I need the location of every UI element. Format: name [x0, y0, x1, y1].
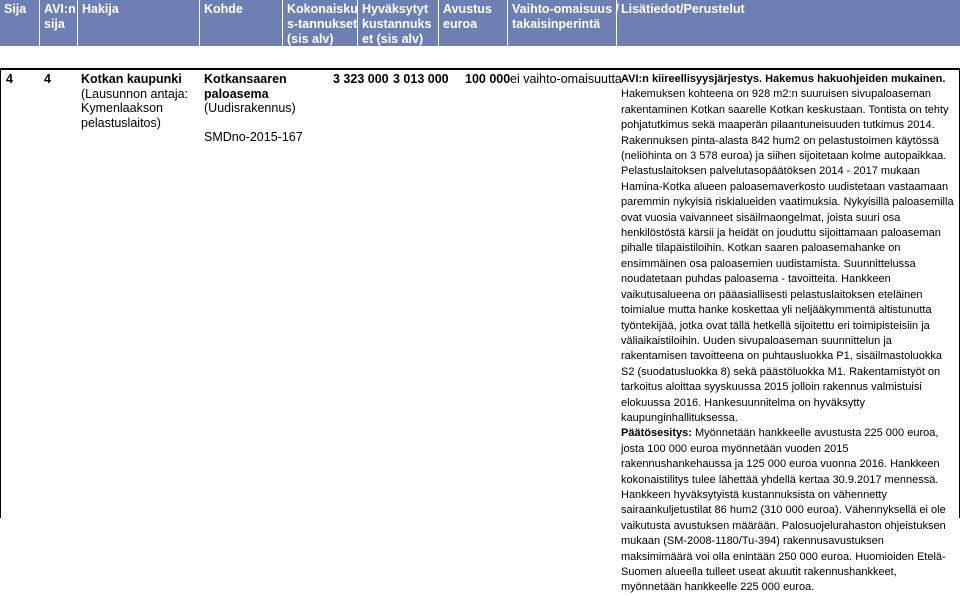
- header-kohde: [200, 0, 283, 46]
- row-left-border: [0, 68, 1, 518]
- table-header: [0, 0, 960, 46]
- hakija-name: Kotkan kaupunki: [81, 72, 182, 86]
- kohde-name-line1: Kotkansaaren: [204, 72, 287, 86]
- table-row: [0, 68, 960, 594]
- header-sija: [0, 0, 40, 46]
- row-top-border: [0, 68, 960, 70]
- row-hakija: [81, 72, 188, 130]
- header-vaihto-line1: Vaihto-omaisuus /: [512, 2, 619, 16]
- hakija-line4: pelastuslaitos): [81, 115, 161, 130]
- kohde-name-line2: paloasema: [204, 86, 269, 101]
- row-lisatiedot: [621, 72, 955, 596]
- lisatiedot-intro: AVI:n kiireellisyysjärjestys. Hakemus hakuohjeiden mukainen.: [621, 73, 946, 85]
- header-vaihto-line2: takaisinperintä: [512, 17, 601, 31]
- header-kokonaiskustannukset: [283, 0, 358, 46]
- header-hakija-label: Hakija: [82, 2, 119, 16]
- hakija-line3: Kymenlaakson: [81, 101, 163, 116]
- header-avi-sija-line2: sija: [44, 17, 65, 31]
- row-kohde: [204, 72, 303, 145]
- header-gap: [0, 46, 960, 68]
- header-hyvaksytyt-line3: et (sis alv): [362, 32, 424, 46]
- header-avustus-line1: Avustus: [443, 2, 492, 16]
- header-lisatiedot: [617, 0, 960, 46]
- lisatiedot-body: Hakemuksen kohteena on 928 m2:n suuruisen sivupaloaseman rakentaminen Kotkan saarelle Kotkan keskustaan. Tontista on tehty pohjatutkimus sekä maaperän pilaantuneisuuden tutkimus 2014. Rakennuksen pinta-alasta 842 hum2 on pelastustoimen käytössä (neliöhinta on 3 578 euroa) ja siihen sijoitetaan kolme autopaikkaa. Pelastuslaitoksen palvelutasopäätöksen 2014 - 2017 mukaan Hamina-Kotka alueen paloasemaverkosto uudistetaan vastaamaan paremmin nykyisiä riskialueiden vaatimuksia. Nykyisillä paloasemilla ovat vuosia vaivanneet sisäilmaongelmat, joista suuri osa henkilöstöstä kärsii ja heidät on jouduttu sijoittamaan paloaseman pihalle tilapäistiloihin. Kotkan saaren paloasemahanke on ensimmäinen osa paloasemien uudistamista. Suunnittelussa noudatetaan puhdas paloasema - tavoitteita. Hankkeen vaikutusalueena on pääasiallisesti pelastuslaitoksen eteläinen toimialue mutta hanke koskettaa yli neljääkymmentä altistunutta työntekijää, jotka ovat tällä hetkellä sijoitettu eri toimipisteisiin ja väliaikaistiloihin. Uuden sivupaloaseman suunnittelun ja rakentamisen tavoitteena on puhtausluokka P1, sisäilmastoluokka S2 (suodatusluokka 8) sekä päästöluokka M1. Rakentamistyöt on tarkoitus aloittaa syyskuussa 2015 jolloin rakennus valmistuisi elokuussa 2016. Hankesuunnitelma on hyväksytty kaupunginhallituksessa.: [621, 88, 954, 424]
- kohde-smdno: SMDno-2015-167: [204, 130, 303, 145]
- header-avustus-line2: euroa: [443, 17, 478, 31]
- row-avi-sija: 4: [44, 72, 51, 86]
- row-kokonais: 3 323 000: [333, 72, 389, 86]
- kohde-spacer: [204, 116, 303, 131]
- header-vaihto: [508, 0, 617, 46]
- header-hyvaksytyt: [358, 0, 439, 46]
- header-avi-sija: [40, 0, 78, 46]
- header-sija-label: Sija: [4, 2, 27, 16]
- header-avi-sija-line1: AVI:n: [44, 2, 76, 16]
- row-avustus: 100 000: [465, 72, 511, 86]
- lisatiedot-decision: Myönnetään hankkeelle avustusta 225 000 euroa, josta 100 000 euroa myönnetään vuoden 2015 rakennushankehaussa ja 125 000 euroa vuonna 2016. Hankkeen kokonaistilitys tulee lähettää yhdellä kertaa 30.9.2017 mennessä. Hankkeen hyväksytyistä kustannuksista on vähennetty sairaankuljetustilat 86 hum2 (310 000 euroa). Vähennyksellä ei ole vaikutusta avustuksen määrään. Palosuojelurahaston ohjeistuksen mukaan (SM-2008-1180/Tu-394) rakennusavustuksen maksimimäärä voi olla enintään 250 000 euroa. Huomioiden Etelä-Suomen alueella tulleet useat akuutit rakennushankkeet, myönnetään hankkeelle 225 000 euroa.: [621, 427, 946, 594]
- header-kokonais-line1: Kokonaisku: [287, 2, 358, 16]
- hakija-line2: (Lausunnon antaja:: [81, 86, 189, 101]
- header-hyvaksytyt-line1: Hyväksytyt: [362, 2, 429, 16]
- header-kohde-label: Kohde: [204, 2, 243, 16]
- kohde-type: (Uudisrakennus): [204, 101, 296, 116]
- header-lisatiedot-label: Lisätiedot/Perustelut: [621, 2, 745, 16]
- header-hakija: [78, 0, 200, 46]
- header-hyvaksytyt-line2: kustannuks: [362, 17, 432, 31]
- header-kokonais-line3: (sis alv): [287, 32, 334, 46]
- row-sija: 4: [6, 72, 13, 86]
- lisatiedot-decision-label: Päätösesitys:: [621, 427, 692, 440]
- row-vaihto: ei vaihto-omaisuutta: [510, 72, 622, 86]
- row-hyvaksytyt: 3 013 000: [393, 72, 449, 86]
- header-avustus: [439, 0, 508, 46]
- header-kokonais-line2: s-tannukset: [287, 17, 358, 31]
